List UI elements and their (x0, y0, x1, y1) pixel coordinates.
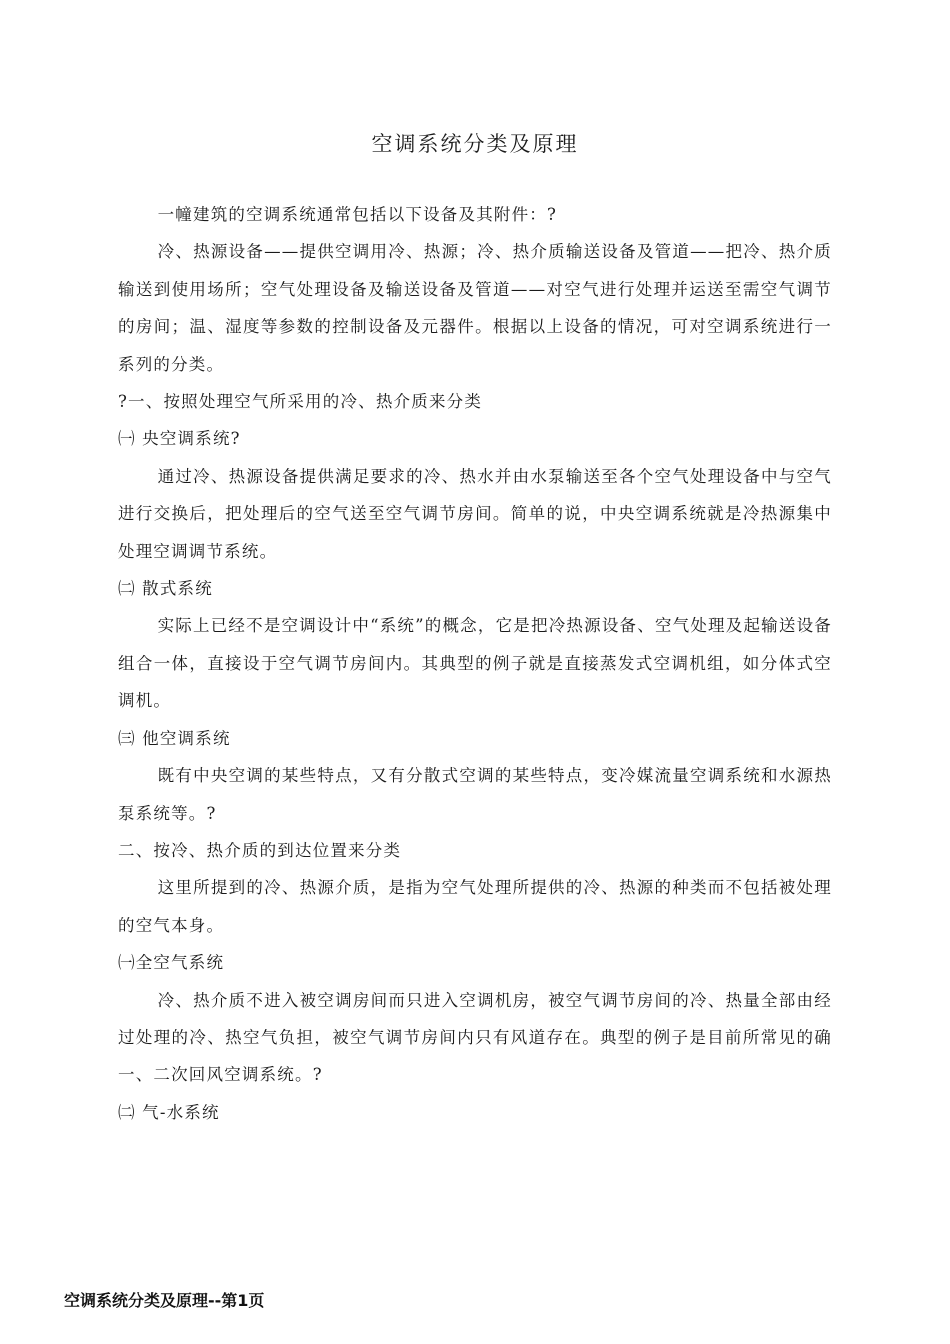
paragraph-central: 通过冷、热源设备提供满足要求的冷、热水并由水泵输送至各个空气处理设备中与空气进行交换后，把处理后的空气送至空气调节房间。简单的说，中央空调系统就是冷热源集中处理空调调节系统。 (118, 466, 832, 561)
paragraph-equipment: 冷、热源设备——提供空调用冷、热源；冷、热介质输送设备及管道——把冷、热介质输送到使用场所；空气处理设备及输送设备及管道——对空气进行处理并运送至需空气调节的房间；温、湿度等参数的控制设备及元器件。根据以上设备的情况，可对空调系统进行一系列的分类。 (118, 242, 832, 374)
subsection-heading-air-water: ㈡ 气-水系统 (118, 1102, 220, 1122)
subsection-heading-all-air: ㈠全空气系统 (118, 953, 225, 973)
paragraph-media: 这里所提到的冷、热源介质，是指为空气处理所提供的冷、热源的种类而不包括被处理的空气本身。 (118, 878, 832, 935)
document-title: 空调系统分类及原理 (371, 132, 579, 156)
page-footer: 空调系统分类及原理--第1页 (64, 1291, 265, 1310)
subsection-heading-distributed: ㈡ 散式系统 (118, 579, 213, 599)
section-heading-2: 二、按冷、热介质的到达位置来分类 (118, 840, 402, 860)
section-heading-1: ?一、按照处理空气所采用的冷、热介质来分类 (118, 392, 483, 412)
subsection-heading-other: ㈢ 他空调系统 (118, 728, 231, 748)
paragraph-other: 既有中央空调的某些特点，又有分散式空调的某些特点，变冷媒流量空调系统和水源热泵系统等。? (118, 766, 832, 823)
document-body (118, 196, 832, 1131)
paragraph-distributed: 实际上已经不是空调设计中“系统”的概念，它是把冷热源设备、空气处理及起输送设备组合一体，直接设于空气调节房间内。其典型的例子就是直接蒸发式空调机组，如分体式空调机。 (118, 616, 832, 711)
paragraph-all-air: 冷、热介质不进入被空调房间而只进入空调机房，被空气调节房间的冷、热量全部由经过处理的冷、热空气负担，被空气调节房间内只有风道存在。典型的例子是目前所常见的确一、二次回风空调系统。? (118, 990, 832, 1085)
paragraph-intro: 一幢建筑的空调系统通常包括以下设备及其附件：? (157, 205, 558, 224)
subsection-heading-central: ㈠ 央空调系统? (118, 429, 241, 449)
